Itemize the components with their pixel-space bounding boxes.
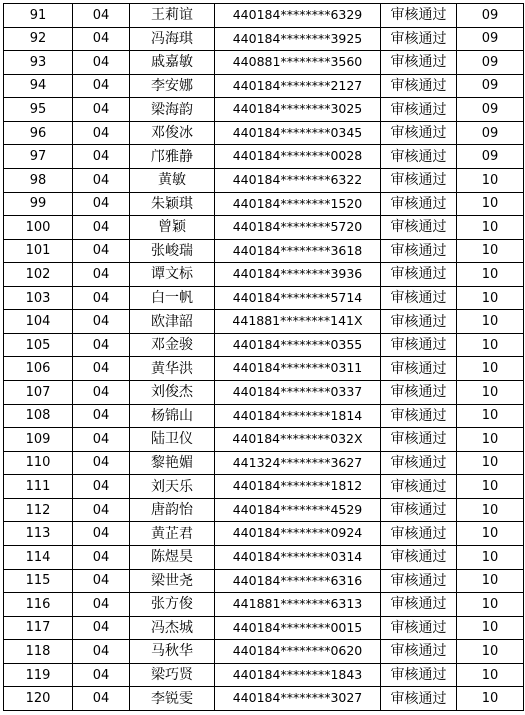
group-cell: 04 — [73, 428, 130, 452]
status-cell: 审核通过 — [381, 545, 457, 569]
batch-cell: 10 — [457, 522, 524, 546]
row-number-cell: 114 — [4, 545, 73, 569]
name-cell: 马秋华 — [130, 640, 215, 664]
status-cell: 审核通过 — [381, 428, 457, 452]
name-cell: 黄敏 — [130, 168, 215, 192]
table-row — [4, 545, 524, 569]
status-cell: 审核通过 — [381, 357, 457, 381]
batch-cell: 09 — [457, 4, 524, 28]
batch-cell: 10 — [457, 569, 524, 593]
table-row — [4, 27, 524, 51]
group-cell: 04 — [73, 168, 130, 192]
name-cell: 刘俊杰 — [130, 381, 215, 405]
group-cell: 04 — [73, 263, 130, 287]
name-cell: 邓金骏 — [130, 333, 215, 357]
table-row — [4, 239, 524, 263]
name-cell: 唐韵怡 — [130, 498, 215, 522]
row-number-cell: 107 — [4, 381, 73, 405]
id-number-cell: 440184********032X — [215, 428, 381, 452]
batch-cell: 09 — [457, 98, 524, 122]
table-row — [4, 4, 524, 28]
row-number-cell: 101 — [4, 239, 73, 263]
group-cell: 04 — [73, 522, 130, 546]
status-cell: 审核通过 — [381, 569, 457, 593]
table-row — [4, 216, 524, 240]
name-cell: 李锐雯 — [130, 687, 215, 711]
table-row — [4, 310, 524, 334]
group-cell: 04 — [73, 616, 130, 640]
status-cell: 审核通过 — [381, 451, 457, 475]
group-cell: 04 — [73, 663, 130, 687]
id-number-cell: 440184********2127 — [215, 74, 381, 98]
status-cell: 审核通过 — [381, 310, 457, 334]
table-row — [4, 687, 524, 711]
id-number-cell: 440184********0028 — [215, 145, 381, 169]
batch-cell: 09 — [457, 51, 524, 75]
table-row — [4, 404, 524, 428]
row-number-cell: 102 — [4, 263, 73, 287]
batch-cell: 10 — [457, 451, 524, 475]
group-cell: 04 — [73, 569, 130, 593]
batch-cell: 09 — [457, 74, 524, 98]
id-number-cell: 440184********0345 — [215, 121, 381, 145]
row-number-cell: 112 — [4, 498, 73, 522]
table-row — [4, 168, 524, 192]
batch-cell: 10 — [457, 310, 524, 334]
table-row — [4, 475, 524, 499]
row-number-cell: 115 — [4, 569, 73, 593]
status-cell: 审核通过 — [381, 27, 457, 51]
name-cell: 朱颖琪 — [130, 192, 215, 216]
id-number-cell: 440184********0337 — [215, 381, 381, 405]
status-cell: 审核通过 — [381, 498, 457, 522]
status-cell: 审核通过 — [381, 475, 457, 499]
batch-cell: 10 — [457, 263, 524, 287]
row-number-cell: 92 — [4, 27, 73, 51]
batch-cell: 10 — [457, 168, 524, 192]
table-row — [4, 145, 524, 169]
table-row — [4, 74, 524, 98]
status-cell: 审核通过 — [381, 98, 457, 122]
id-number-cell: 440184********0355 — [215, 333, 381, 357]
row-number-cell: 108 — [4, 404, 73, 428]
row-number-cell: 109 — [4, 428, 73, 452]
id-number-cell: 440184********0314 — [215, 545, 381, 569]
row-number-cell: 116 — [4, 593, 73, 617]
row-number-cell: 111 — [4, 475, 73, 499]
id-number-cell: 441881********141X — [215, 310, 381, 334]
table-row — [4, 616, 524, 640]
id-number-cell: 440184********0620 — [215, 640, 381, 664]
status-cell: 审核通过 — [381, 404, 457, 428]
id-number-cell: 440184********0311 — [215, 357, 381, 381]
batch-cell: 10 — [457, 404, 524, 428]
id-number-cell: 440881********3560 — [215, 51, 381, 75]
id-number-cell: 440184********3027 — [215, 687, 381, 711]
name-cell: 黎艳媚 — [130, 451, 215, 475]
row-number-cell: 100 — [4, 216, 73, 240]
row-number-cell: 106 — [4, 357, 73, 381]
id-number-cell: 440184********5714 — [215, 286, 381, 310]
status-cell: 审核通过 — [381, 192, 457, 216]
batch-cell: 10 — [457, 216, 524, 240]
table-row — [4, 381, 524, 405]
name-cell: 黄华洪 — [130, 357, 215, 381]
group-cell: 04 — [73, 4, 130, 28]
group-cell: 04 — [73, 27, 130, 51]
name-cell: 陈煜昊 — [130, 545, 215, 569]
id-number-cell: 440184********3936 — [215, 263, 381, 287]
status-cell: 审核通过 — [381, 239, 457, 263]
batch-cell: 10 — [457, 239, 524, 263]
row-number-cell: 110 — [4, 451, 73, 475]
batch-cell: 10 — [457, 616, 524, 640]
status-cell: 审核通过 — [381, 263, 457, 287]
table-body — [4, 4, 524, 711]
table-row — [4, 428, 524, 452]
row-number-cell: 118 — [4, 640, 73, 664]
status-cell: 审核通过 — [381, 522, 457, 546]
results-sheet — [3, 3, 524, 711]
id-number-cell: 440184********3025 — [215, 98, 381, 122]
status-cell: 审核通过 — [381, 333, 457, 357]
group-cell: 04 — [73, 687, 130, 711]
row-number-cell: 120 — [4, 687, 73, 711]
row-number-cell: 113 — [4, 522, 73, 546]
group-cell: 04 — [73, 545, 130, 569]
status-cell: 审核通过 — [381, 145, 457, 169]
status-cell: 审核通过 — [381, 381, 457, 405]
group-cell: 04 — [73, 286, 130, 310]
id-number-cell: 440184********6316 — [215, 569, 381, 593]
table-row — [4, 569, 524, 593]
table-row — [4, 498, 524, 522]
group-cell: 04 — [73, 98, 130, 122]
id-number-cell: 440184********1814 — [215, 404, 381, 428]
batch-cell: 10 — [457, 381, 524, 405]
table-row — [4, 121, 524, 145]
status-cell: 审核通过 — [381, 216, 457, 240]
table-row — [4, 593, 524, 617]
name-cell: 梁海韵 — [130, 98, 215, 122]
table-row — [4, 640, 524, 664]
table-row — [4, 663, 524, 687]
table-row — [4, 522, 524, 546]
group-cell: 04 — [73, 333, 130, 357]
id-number-cell: 441881********6313 — [215, 593, 381, 617]
table-row — [4, 451, 524, 475]
group-cell: 04 — [73, 239, 130, 263]
group-cell: 04 — [73, 145, 130, 169]
name-cell: 冯海琪 — [130, 27, 215, 51]
name-cell: 张方俊 — [130, 593, 215, 617]
batch-cell: 09 — [457, 121, 524, 145]
group-cell: 04 — [73, 192, 130, 216]
group-cell: 04 — [73, 404, 130, 428]
table-row — [4, 263, 524, 287]
name-cell: 邓俊冰 — [130, 121, 215, 145]
id-number-cell: 440184********3925 — [215, 27, 381, 51]
table-row — [4, 192, 524, 216]
group-cell: 04 — [73, 640, 130, 664]
row-number-cell: 117 — [4, 616, 73, 640]
batch-cell: 10 — [457, 192, 524, 216]
id-number-cell: 440184********0924 — [215, 522, 381, 546]
status-cell: 审核通过 — [381, 121, 457, 145]
row-number-cell: 105 — [4, 333, 73, 357]
group-cell: 04 — [73, 381, 130, 405]
name-cell: 王莉谊 — [130, 4, 215, 28]
batch-cell: 10 — [457, 333, 524, 357]
name-cell: 梁世尧 — [130, 569, 215, 593]
id-number-cell: 440184********5720 — [215, 216, 381, 240]
name-cell: 刘天乐 — [130, 475, 215, 499]
id-number-cell: 440184********6329 — [215, 4, 381, 28]
status-cell: 审核通过 — [381, 593, 457, 617]
name-cell: 黄芷君 — [130, 522, 215, 546]
name-cell: 冯杰城 — [130, 616, 215, 640]
group-cell: 04 — [73, 498, 130, 522]
batch-cell: 10 — [457, 475, 524, 499]
status-cell: 审核通过 — [381, 687, 457, 711]
table-row — [4, 286, 524, 310]
table-row — [4, 333, 524, 357]
row-number-cell: 91 — [4, 4, 73, 28]
status-cell: 审核通过 — [381, 4, 457, 28]
id-number-cell: 440184********0015 — [215, 616, 381, 640]
name-cell: 邝雅静 — [130, 145, 215, 169]
batch-cell: 10 — [457, 663, 524, 687]
name-cell: 陆卫仪 — [130, 428, 215, 452]
name-cell: 白一帆 — [130, 286, 215, 310]
status-cell: 审核通过 — [381, 616, 457, 640]
status-cell: 审核通过 — [381, 286, 457, 310]
group-cell: 04 — [73, 475, 130, 499]
name-cell: 曾颖 — [130, 216, 215, 240]
batch-cell: 09 — [457, 145, 524, 169]
group-cell: 04 — [73, 121, 130, 145]
row-number-cell: 94 — [4, 74, 73, 98]
id-number-cell: 440184********4529 — [215, 498, 381, 522]
group-cell: 04 — [73, 216, 130, 240]
status-cell: 审核通过 — [381, 168, 457, 192]
id-number-cell: 440184********1812 — [215, 475, 381, 499]
status-cell: 审核通过 — [381, 51, 457, 75]
id-number-cell: 440184********1520 — [215, 192, 381, 216]
results-table — [3, 3, 524, 711]
row-number-cell: 95 — [4, 98, 73, 122]
batch-cell: 10 — [457, 286, 524, 310]
status-cell: 审核通过 — [381, 663, 457, 687]
group-cell: 04 — [73, 593, 130, 617]
batch-cell: 10 — [457, 498, 524, 522]
table-row — [4, 98, 524, 122]
name-cell: 戚嘉敏 — [130, 51, 215, 75]
row-number-cell: 96 — [4, 121, 73, 145]
name-cell: 欧津韶 — [130, 310, 215, 334]
row-number-cell: 103 — [4, 286, 73, 310]
id-number-cell: 441324********3627 — [215, 451, 381, 475]
name-cell: 李安娜 — [130, 74, 215, 98]
group-cell: 04 — [73, 357, 130, 381]
group-cell: 04 — [73, 310, 130, 334]
row-number-cell: 104 — [4, 310, 73, 334]
batch-cell: 10 — [457, 428, 524, 452]
batch-cell: 10 — [457, 545, 524, 569]
row-number-cell: 99 — [4, 192, 73, 216]
batch-cell: 10 — [457, 357, 524, 381]
batch-cell: 10 — [457, 593, 524, 617]
status-cell: 审核通过 — [381, 74, 457, 98]
row-number-cell: 97 — [4, 145, 73, 169]
row-number-cell: 98 — [4, 168, 73, 192]
group-cell: 04 — [73, 74, 130, 98]
id-number-cell: 440184********1843 — [215, 663, 381, 687]
name-cell: 谭文标 — [130, 263, 215, 287]
id-number-cell: 440184********3618 — [215, 239, 381, 263]
name-cell: 杨锦山 — [130, 404, 215, 428]
batch-cell: 10 — [457, 640, 524, 664]
batch-cell: 09 — [457, 27, 524, 51]
group-cell: 04 — [73, 51, 130, 75]
row-number-cell: 93 — [4, 51, 73, 75]
id-number-cell: 440184********6322 — [215, 168, 381, 192]
row-number-cell: 119 — [4, 663, 73, 687]
table-row — [4, 51, 524, 75]
name-cell: 张峻瑞 — [130, 239, 215, 263]
status-cell: 审核通过 — [381, 640, 457, 664]
group-cell: 04 — [73, 451, 130, 475]
name-cell: 梁巧贤 — [130, 663, 215, 687]
batch-cell: 10 — [457, 687, 524, 711]
table-row — [4, 357, 524, 381]
